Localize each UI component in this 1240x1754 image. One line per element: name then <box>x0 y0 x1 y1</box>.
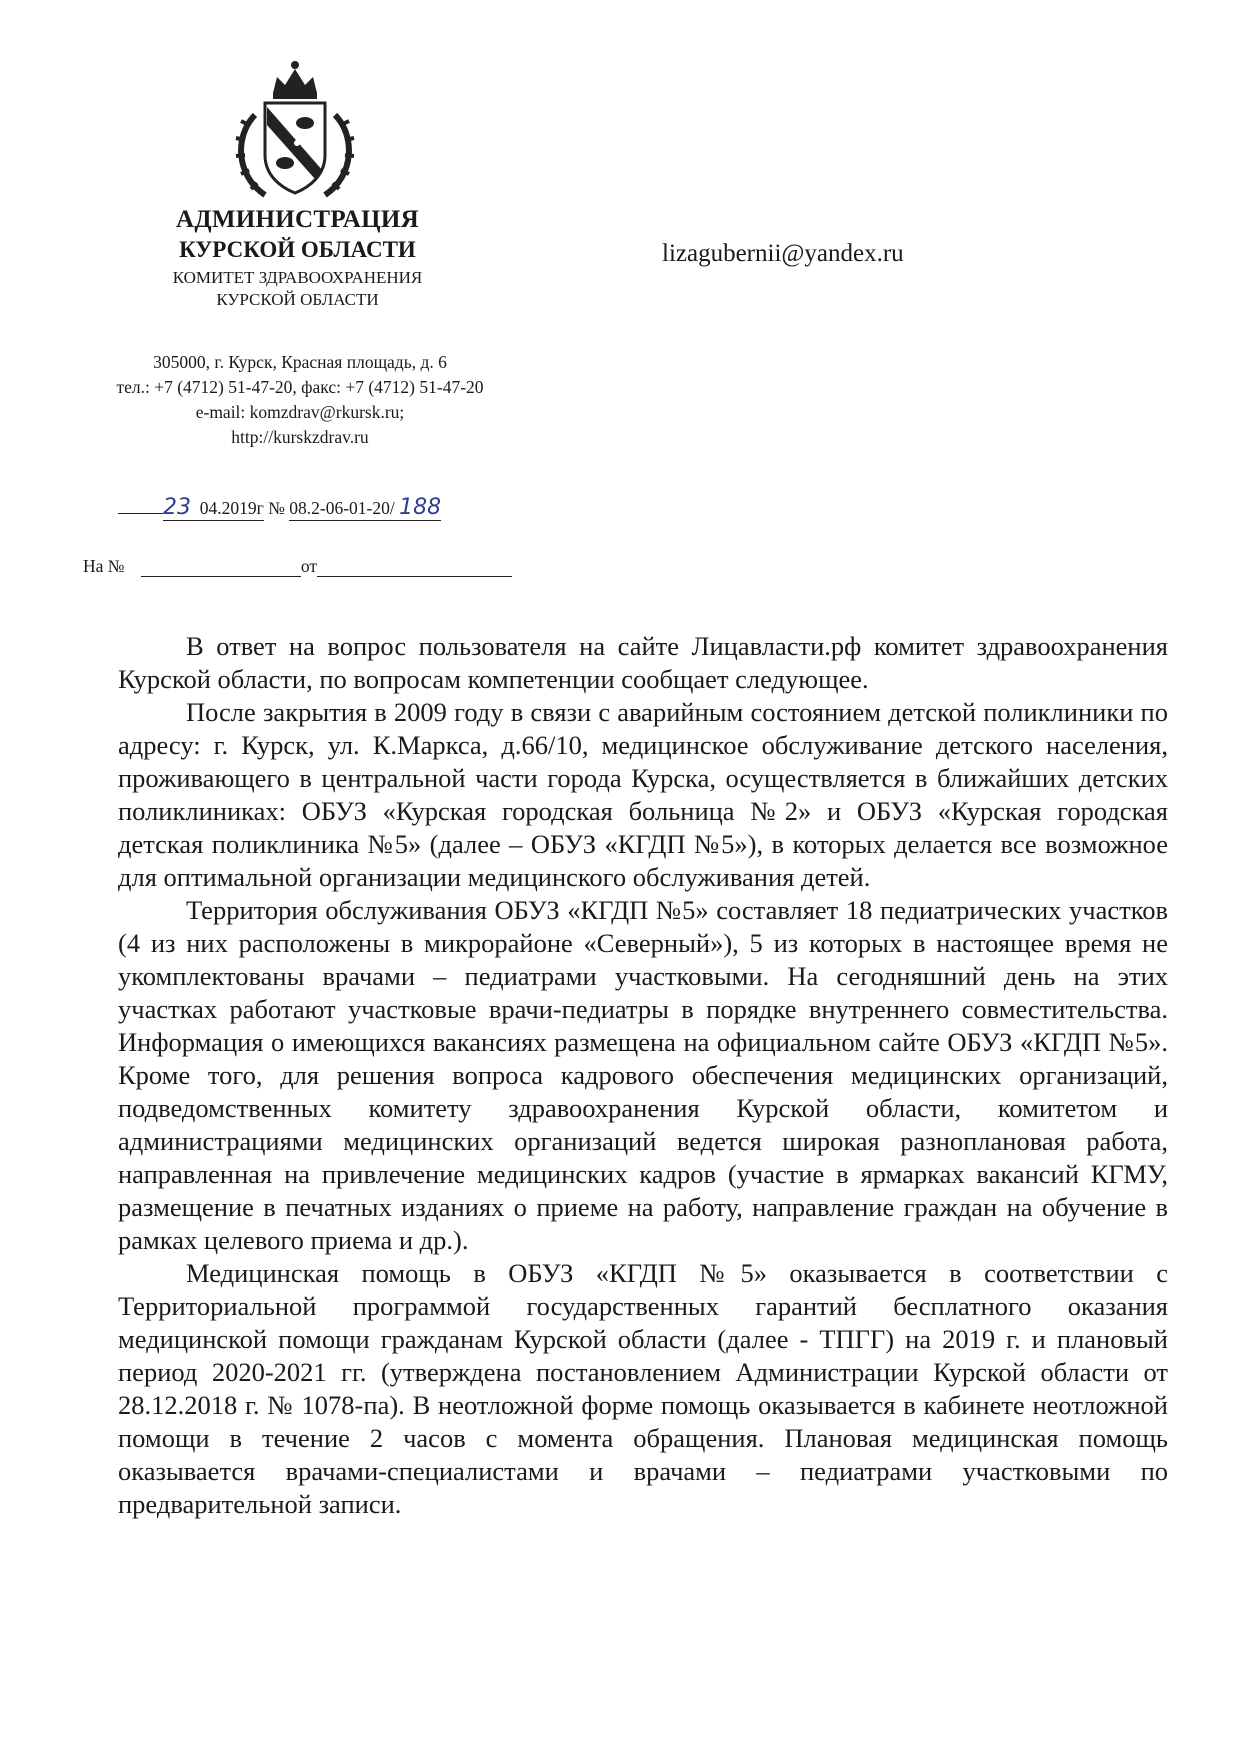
document-number: 08.2-06-01-20/ <box>289 498 395 518</box>
phone-fax: тел.: +7 (4712) 51-47-20, факс: +7 (4712) 51-47-20 <box>116 377 484 397</box>
handwritten-day: 23 <box>163 495 191 520</box>
body-paragraph: После закрытия в 2009 году в связи с аварийным состоянием детской поликлиники по адресу: г. Курск, ул. К.Маркса, д.66/10, медицинское обслуживание детского населения, проживающего в центральной части города Курска, осуществляется в ближайших детских поликлиниках: ОБУЗ «Курская городская больница №2» и ОБУЗ «Курская городская детская поликлиника №5» (далее – ОБУЗ «КГДП №5»), в которых делается все возможное для оптимальной организации медицинского обслуживания детей. <box>118 697 1168 892</box>
body-paragraph: Территория обслуживания ОБУЗ «КГДП №5» составляет 18 педиатрических участков (4 из них расположены в микрорайоне «Северный»), 5 из которых в настоящее время не укомплектованы врачами – педиатрами участковыми. На сегодняшний день на этих участках работают участковые врачи-педиатры в порядке внутреннего совместительства. Информация о имеющихся вакансиях размещена на официальном сайте ОБУЗ «КГДП №5». Кроме того, для решения вопроса кадрового обеспечения медицинских организаций, подведомственных комитету здравоохранения Курской области, комитетом и администрациями медицинских организаций ведется широкая разноплановая работа, направленная на привлечение медицинских кадров (участие в ярмарках вакансий КГМУ, размещение в печатных изданиях о приеме на работу, направление граждан на обучение в рамках целевого приема и др.). <box>118 895 1168 1255</box>
org-name-line2: КУРСКОЙ ОБЛАСТИ <box>179 237 416 262</box>
handwritten-number: 188 <box>399 495 442 520</box>
letter-body <box>118 630 1168 1521</box>
recipient-email: lizagubernii@yandex.ru <box>662 240 904 267</box>
website-url: http://kurskzdrav.ru <box>231 427 369 447</box>
contact-block <box>75 350 525 450</box>
organization-header <box>95 205 500 311</box>
reference-from-label: от <box>300 556 318 576</box>
body-paragraph: Медицинская помощь в ОБУЗ «КГДП №5» оказывается в соответствии с Территориальной программой государственных гарантий бесплатного оказания медицинской помощи гражданам Курской области (далее - ТПГГ) на 2019 г. и плановый период 2020-2021 гг. (утверждена постановлением Администрации Курской области от 28.12.2018 г. № 1078-па). В неотложной форме помощь оказывается в кабинете неотложной помощи в течение 2 часов с момента обращения. Плановая медицинская помощь оказывается врачами-специалистами и врачами – педиатрами участковыми по предварительной записи. <box>118 1258 1168 1519</box>
postal-address: 305000, г. Курск, Красная площадь, д. 6 <box>153 352 447 372</box>
reference-line <box>83 556 512 577</box>
reference-number-label: На № <box>83 556 125 576</box>
committee-name-line1: КОМИТЕТ ЗДРАВООХРАНЕНИЯ <box>172 268 423 287</box>
kursk-coat-of-arms-icon <box>225 55 365 205</box>
date-month-year: 04.2019г <box>199 498 264 518</box>
reference-date-blank <box>317 558 512 577</box>
committee-name-line2: КУРСКОЙ ОБЛАСТИ <box>216 290 379 309</box>
number-label: № <box>268 498 285 518</box>
email-address: e-mail: komzdrav@rkursk.ru; <box>195 402 405 422</box>
body-paragraph: В ответ на вопрос пользователя на сайте Лицавласти.рф комитет здравоохранения Курской области, по вопросам компетенции сообщает следующее. <box>118 631 1168 694</box>
reference-number-blank <box>141 558 301 577</box>
outgoing-date-number <box>118 495 441 521</box>
org-name-line1: АДМИНИСТРАЦИЯ <box>176 206 419 233</box>
